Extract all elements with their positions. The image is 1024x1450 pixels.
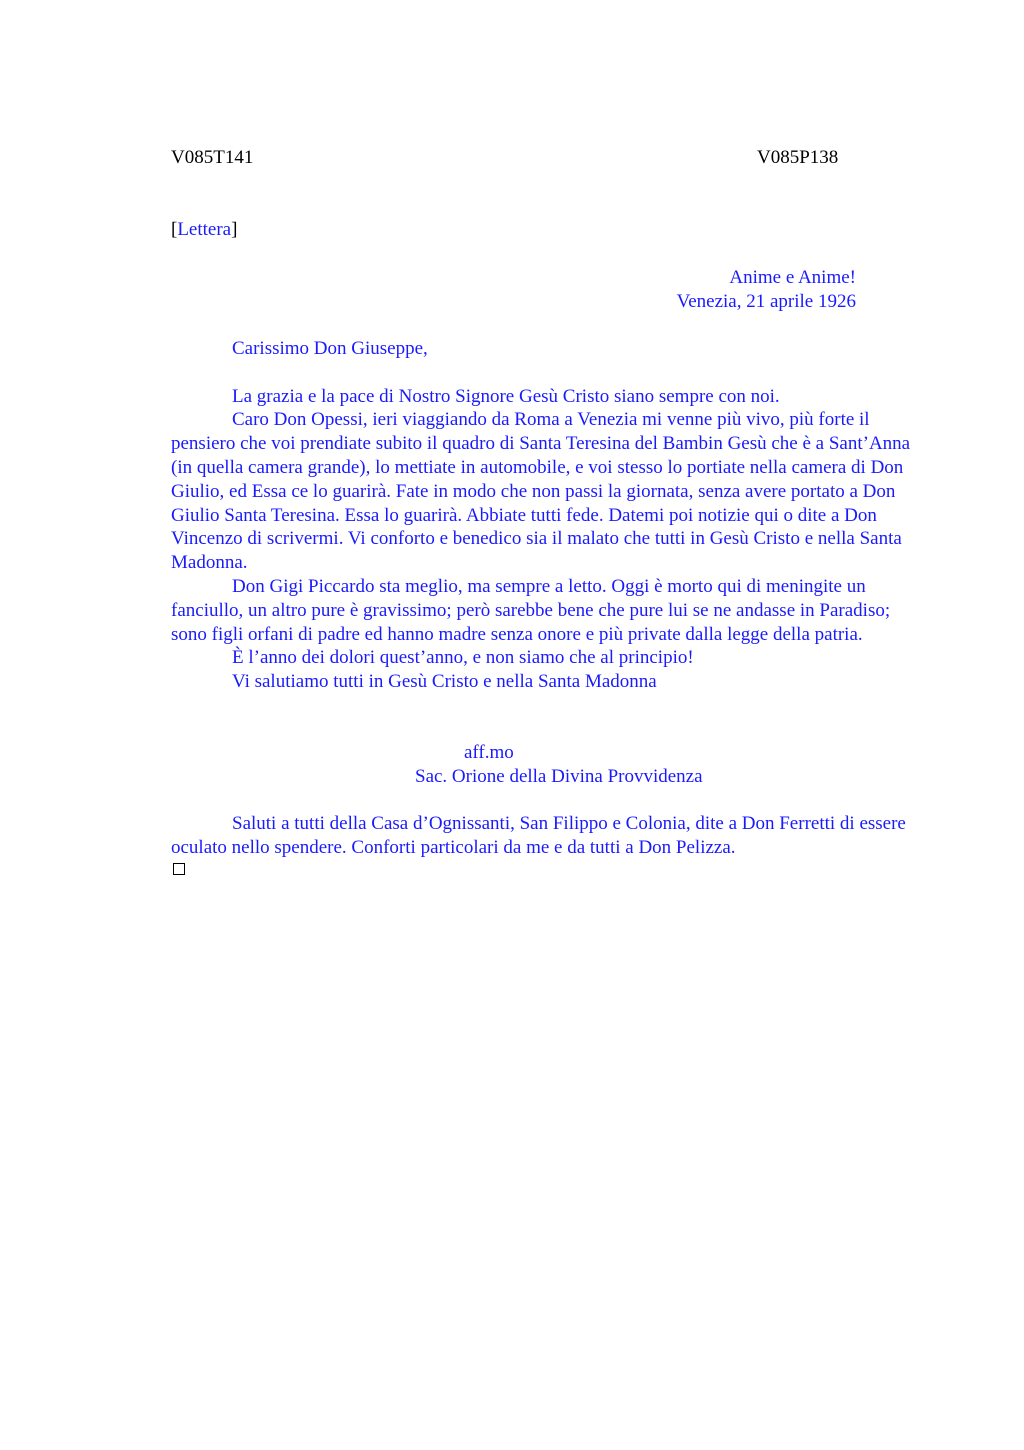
- document-type: [171, 218, 237, 242]
- letter-postscript-text: Saluti a tutti della Casa d’Ognissanti, San Filippo e Colonia, dite a Don Ferretti di essere oculato nello spendere. Conforti particolari da me e da tutti a Don Pelizza.: [171, 813, 906, 858]
- letter-paragraph: È l’anno dei dolori quest’anno, e non siamo che al principio!: [232, 647, 694, 669]
- document-type-close-bracket: ]: [231, 219, 238, 240]
- letter-body: [171, 337, 923, 694]
- document-code-right: V085P138: [757, 147, 839, 168]
- document-type-label: Lettera: [177, 219, 232, 240]
- letter-paragraph: Caro Don Opessi, ieri viaggiando da Roma a Venezia mi venne più vivo, più forte il pensiero che voi prendiate subito il quadro di Santa Teresina del Bambin Gesù che è a Sant’Anna (in quella camera grande), lo mettiate in automobile, e voi stesso lo portiate nella camera di Don Giulio, ed Essa ce lo guarirà. Fate in modo che non passi la giornata, senza avere portato a Don Giulio Santa Teresina. Essa lo guarirà. Abbiate tutti fede. Datemi poi notizie qui o dite a Don Vincenzo di scrivermi. Vi conforto e benedico sia il malato che tutti in Gesù Cristo e nella Santa Madonna.: [171, 409, 911, 574]
- end-marker-box: [173, 863, 185, 875]
- document-code-left: V085T141: [171, 147, 254, 168]
- letter-closing: [415, 741, 703, 789]
- letter-paragraph: La grazia e la pace di Nostro Signore Gesù Cristo siano sempre con noi.: [232, 385, 780, 407]
- letter-salutation: Carissimo Don Giuseppe,: [232, 338, 428, 359]
- letter-postscript: [171, 812, 923, 860]
- document-type-open-bracket: [: [171, 219, 178, 240]
- letter-paragraph: Vi salutiamo tutti in Gesù Cristo e nella Santa Madonna: [232, 671, 657, 693]
- letter-paragraph: Don Gigi Piccardo sta meglio, ma sempre a letto. Oggi è morto qui di meningite un fanciullo, un altro pure è gravissimo; però sarebbe bene che pure lui se ne andasse in Paradiso; sono figli orfani di padre ed hanno madre senza onore e più private dalla legge della patria.: [171, 575, 891, 645]
- letter-place-date: Venezia, 21 aprile 1926: [676, 290, 856, 312]
- letter-closing-affectionately: aff.mo: [464, 742, 514, 763]
- letter-heading: [560, 266, 856, 314]
- letter-motto: Anime e Anime!: [729, 267, 856, 288]
- letter-signature: Sac. Orione della Divina Provvidenza: [415, 765, 703, 787]
- spacer: [171, 361, 923, 385]
